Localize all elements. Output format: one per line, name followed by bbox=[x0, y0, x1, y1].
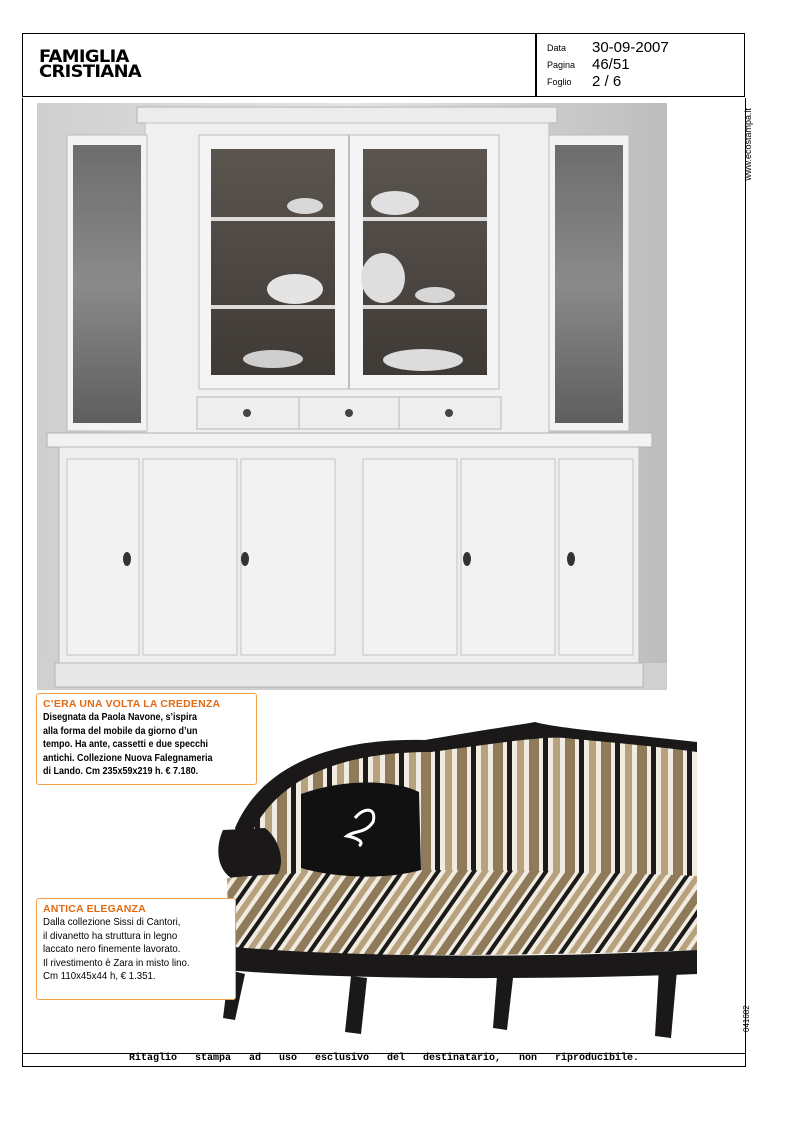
date-value: 30-09-2007 bbox=[592, 39, 669, 56]
credenza-photo bbox=[37, 103, 667, 690]
masthead-box bbox=[22, 33, 536, 97]
caption-sofa-line: Il rivestimento è Zara in misto lino. bbox=[43, 956, 190, 969]
side-url bbox=[739, 108, 761, 198]
caption-sofa-line: Cm 110x45x44 h, € 1.351. bbox=[43, 970, 156, 982]
side-url-text: www.ecostampa.it bbox=[743, 108, 753, 181]
page-value: 46/51 bbox=[592, 56, 630, 73]
page-header bbox=[22, 33, 745, 97]
caption-credenza bbox=[36, 693, 257, 785]
caption-sofa-line: laccato nero finemente lavorato. bbox=[43, 943, 181, 955]
footer-notice bbox=[22, 1053, 746, 1067]
caption-credenza-body bbox=[43, 711, 250, 779]
page-label: Pagina bbox=[547, 60, 576, 70]
meta-row-page bbox=[547, 56, 737, 74]
caption-sofa-title: ANTICA ELEGANZA bbox=[43, 903, 146, 915]
caption-sofa-line: Dalla collezione Sissi di Cantori, bbox=[43, 916, 181, 928]
masthead-line-2: CRISTIANA bbox=[39, 62, 142, 82]
footer-notice-text: Ritaglio stampa ad uso esclusivo del destinatario, non riproducibile. bbox=[128, 1053, 640, 1064]
caption-credenza-title: C’ERA UNA VOLTA LA CREDENZA bbox=[43, 698, 221, 710]
sheet-value: 2 / 6 bbox=[592, 73, 622, 90]
caption-sofa-line: il divanetto ha struttura in legno bbox=[43, 929, 178, 942]
sofa-photo bbox=[205, 718, 697, 1038]
masthead-logo bbox=[39, 47, 142, 82]
masthead-line-1: FAMIGLIA bbox=[39, 47, 129, 67]
caption-credenza-line: antichi. Collezione Nuova Falegnameria bbox=[43, 752, 213, 764]
meta-row-sheet bbox=[547, 73, 737, 91]
sheet-label: Foglio bbox=[547, 77, 572, 87]
side-code-text: 041682 bbox=[742, 1005, 751, 1032]
caption-sofa-body bbox=[43, 916, 232, 984]
side-code bbox=[742, 1005, 758, 1056]
caption-sofa bbox=[36, 898, 236, 1000]
caption-credenza-line: Disegnata da Paola Navone, s’ispira bbox=[43, 712, 198, 723]
caption-credenza-line: alla forma del mobile da giorno d’un bbox=[43, 725, 198, 737]
meta-row-date bbox=[547, 39, 737, 57]
caption-credenza-line: tempo. Ha ante, cassetti e due specchi bbox=[43, 739, 209, 750]
date-label: Data bbox=[547, 43, 567, 53]
caption-credenza-line: di Lando. Cm 235x59x219 h. € 7.180. bbox=[43, 766, 199, 777]
clipping-meta bbox=[536, 33, 745, 97]
